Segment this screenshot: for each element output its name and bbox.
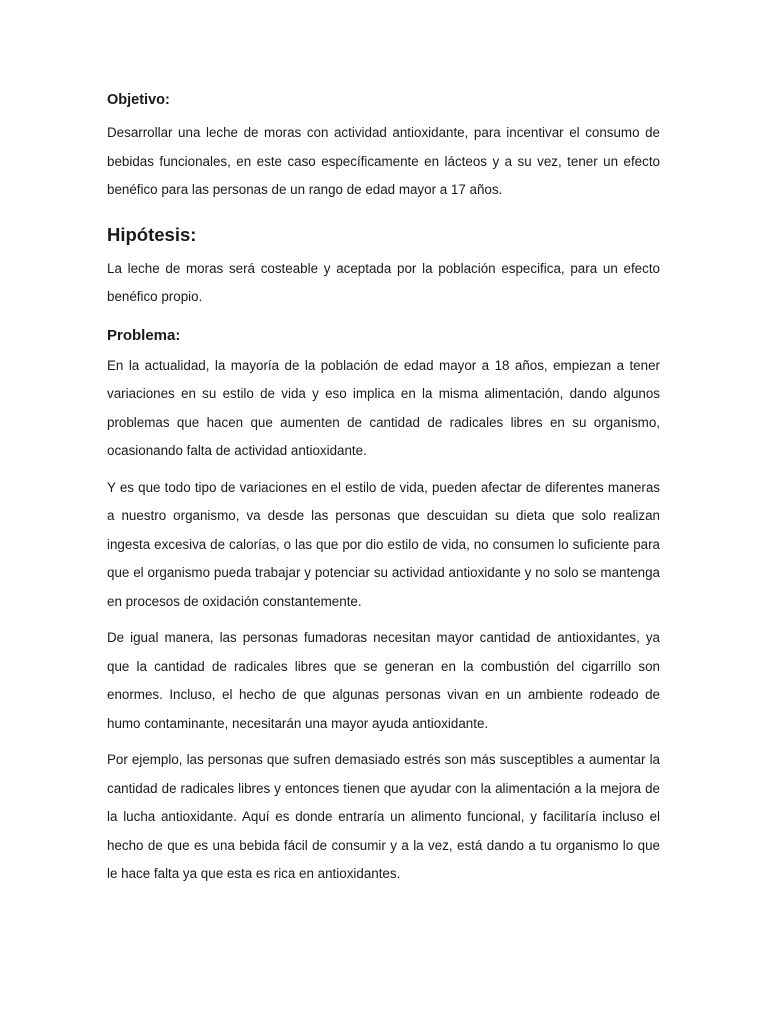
problema-heading: Problema: (107, 326, 181, 344)
hipotesis-heading: Hipótesis: (107, 223, 197, 245)
hipotesis-paragraph: La leche de moras será costeable y aceptada por la población especifica, para un efecto benéfico propio. (107, 260, 660, 304)
problema-paragraph-2: Y es que todo tipo de variaciones en el estilo de vida, pueden afectar de diferentes maneras a nuestro organismo, va desde las personas que descuidan su dieta que solo realizan ingesta excesiva de calorías, o las que por dio estilo de vida, no consumen lo suficiente para que el organismo pueda trabajar y potenciar su actividad antioxidante y no solo se mantenga en procesos de oxidación constantemente. (107, 479, 660, 609)
problema-paragraph-1: En la actualidad, la mayoría de la población de edad mayor a 18 años, empiezan a tener variaciones en su estilo de vida y eso implica en la misma alimentación, dando algunos problemas que hacen que aumenten de cantidad de radicales libres en su organismo, ocasionando falta de actividad antioxidante. (107, 357, 660, 458)
problema-paragraph-3: De igual manera, las personas fumadoras necesitan mayor cantidad de antioxidantes, ya que la cantidad de radicales libres que se generan en la combustión del cigarrillo son enormes. Incluso, el hecho de que algunas personas vivan en un ambiente rodeado de humo contaminante, necesitarán una mayor ayuda antioxidante. (107, 630, 660, 731)
objetivo-paragraph: Desarrollar una leche de moras con actividad antioxidante, para incentivar el consumo de bebidas funcionales, en este caso específicamente en lácteos y a su vez, tener un efecto benéfico para las personas de un rango de edad mayor a 17 años. (107, 125, 660, 197)
objetivo-heading: Objetivo: (107, 92, 170, 108)
problema-paragraph-4: Por ejemplo, las personas que sufren demasiado estrés son más susceptibles a aumentar la cantidad de radicales libres y entonces tienen que ayudar con la alimentación a la mejora de la lucha antioxidante. Aquí es donde entraría un alimento funcional, y facilitaría incluso el hecho de que es una bebida fácil de consumir y a la vez, está dando a tu organismo lo que le hace falta ya que esta es rica en antioxidantes. (107, 752, 660, 881)
